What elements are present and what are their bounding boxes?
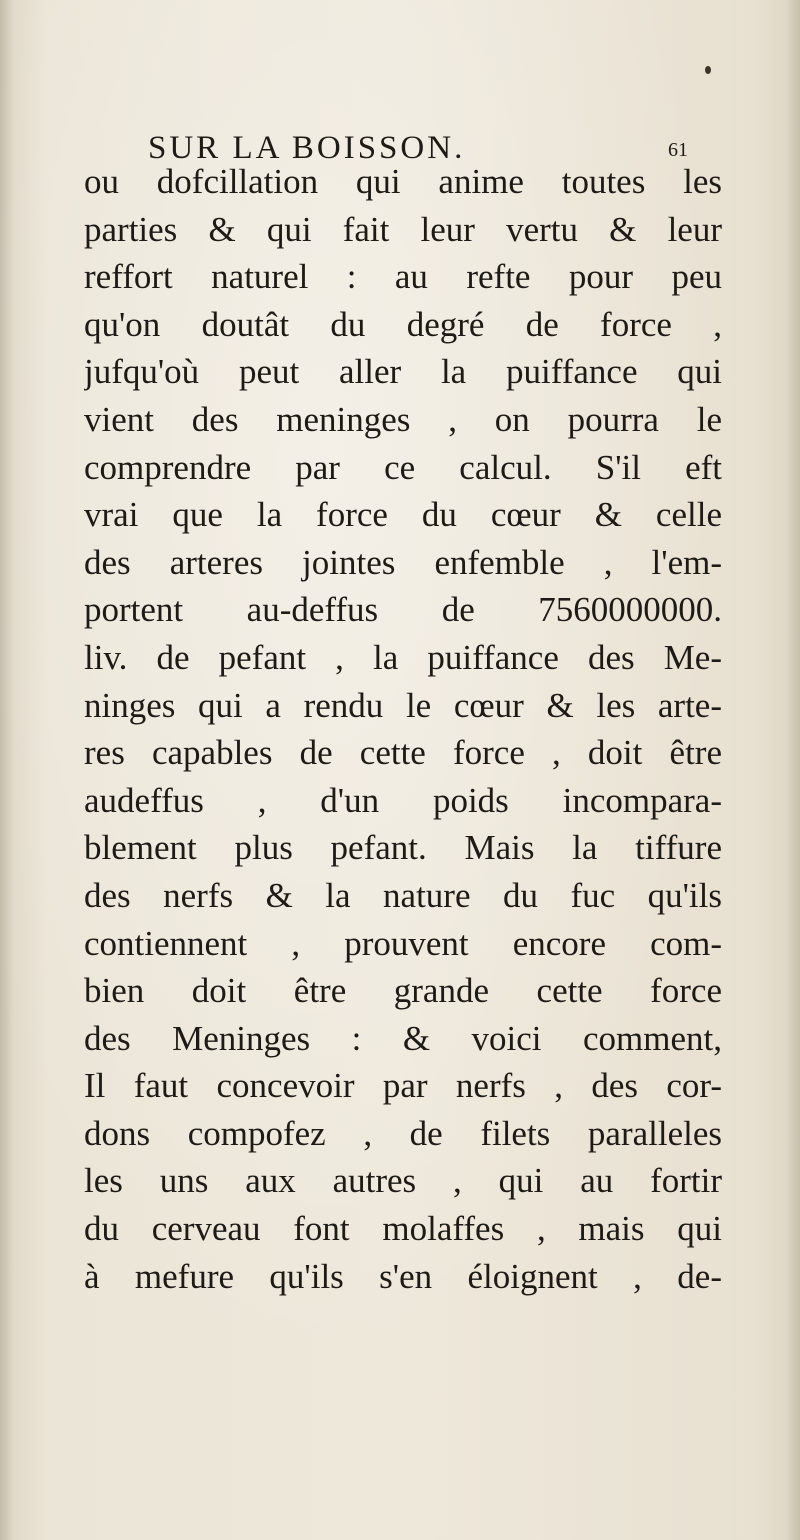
text-line: Il faut concevoir par nerfs , des cor- xyxy=(84,1066,722,1106)
text-line: ninges qui a rendu le cœur & les arte- xyxy=(84,685,722,725)
text-line: blement plus pefant. Mais la tiffure xyxy=(84,828,722,868)
text-line: ou dofcillation qui anime toutes les xyxy=(84,162,722,201)
text-line: comprendre par ce calcul. S'il eft xyxy=(84,447,722,487)
text-line: reffort naturel : au refte pour peu xyxy=(84,257,722,297)
text-line: des nerfs & la nature du fuc qu'ils xyxy=(84,875,722,915)
text-line: res capables de cette force , doit être xyxy=(84,733,722,773)
text-line: des Meninges : & voici comment, xyxy=(84,1018,722,1058)
text-line: parties & qui fait leur vertu & leur xyxy=(84,209,722,249)
body-text xyxy=(84,158,722,1300)
left-edge-shadow xyxy=(0,0,14,1540)
text-line: bien doit être grande cette force xyxy=(84,971,722,1011)
text-line: audeffus , d'un poids incompara- xyxy=(84,780,722,820)
right-edge-shadow xyxy=(786,0,800,1540)
text-line: des arteres jointes enfemble , l'em- xyxy=(84,542,722,582)
ink-speck xyxy=(705,66,711,74)
text-line: les uns aux autres , qui au fortir xyxy=(84,1161,722,1201)
running-head-title: SUR LA BOISSON. xyxy=(148,130,466,166)
text-line: qu'on doutât du degré de force , xyxy=(84,304,722,344)
text-line: à mefure qu'ils s'en éloignent , de- xyxy=(84,1256,722,1296)
page-number: 61 xyxy=(668,139,688,161)
text-line: jufqu'où peut aller la puiffance qui xyxy=(84,352,722,392)
text-line: liv. de pefant , la puiffance des Me- xyxy=(84,637,722,677)
text-line: du cerveau font molaffes , mais qui xyxy=(84,1209,722,1249)
text-line: contiennent , prouvent encore com- xyxy=(84,923,722,963)
text-line: portent au-deffus de 7560000000. xyxy=(84,590,722,630)
text-line: dons compofez , de filets paralleles xyxy=(84,1113,722,1153)
text-line: vrai que la force du cœur & celle xyxy=(84,495,722,535)
text-line: vient des meninges , on pourra le xyxy=(84,399,722,439)
